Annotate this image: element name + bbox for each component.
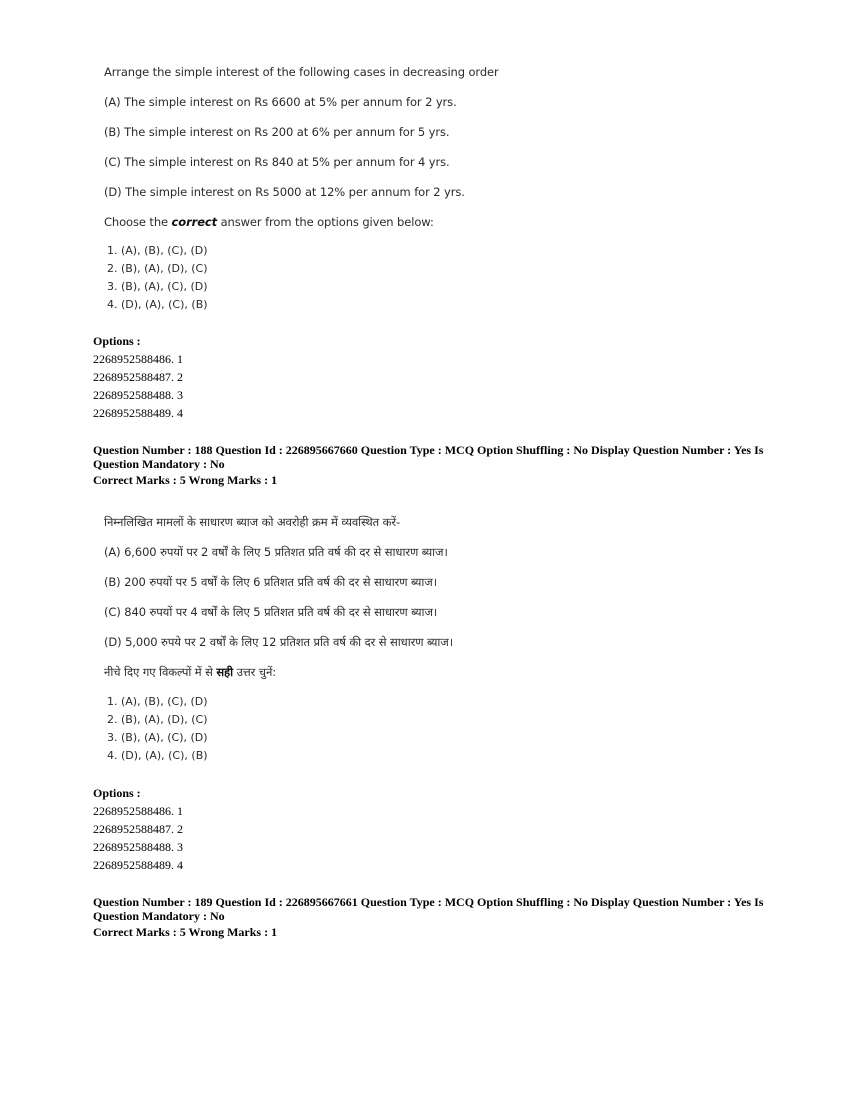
- option-id-3: 2268952588488. 3: [93, 388, 183, 402]
- options-label: Options :: [93, 334, 141, 348]
- instruction-pre: नीचे दिए गए विकल्पों में से: [104, 665, 217, 679]
- choice-1: 1. (A), (B), (C), (D): [107, 695, 208, 708]
- choice-3: 3. (B), (A), (C), (D): [107, 731, 208, 744]
- options-label: Options :: [93, 786, 141, 800]
- choice-4: 4. (D), (A), (C), (B): [107, 298, 208, 311]
- statement-a: (A) 6,600 रुपयों पर 2 वर्षों के लिए 5 प्रतिशत प्रति वर्ष की दर से साधारण ब्याज।: [104, 545, 448, 559]
- question-188-meta: Question Number : 188 Question Id : 226895667660 Question Type : MCQ Option Shuffling : No Display Question Number : Yes Is Question Mandatory : No: [93, 443, 764, 471]
- instruction-pre: Choose the: [104, 215, 172, 229]
- option-id-1: 2268952588486. 1: [93, 352, 183, 366]
- option-id-4: 2268952588489. 4: [93, 406, 183, 420]
- statement-b: (B) 200 रुपयों पर 5 वर्षों के लिए 6 प्रतिशत प्रति वर्ष की दर से साधारण ब्याज।: [104, 575, 437, 589]
- choice-2: 2. (B), (A), (D), (C): [107, 262, 208, 275]
- choice-1: 1. (A), (B), (C), (D): [107, 244, 208, 257]
- choice-2: 2. (B), (A), (D), (C): [107, 713, 208, 726]
- option-id-2: 2268952588487. 2: [93, 370, 183, 384]
- instruction: [104, 215, 434, 229]
- option-id-4: 2268952588489. 4: [93, 858, 183, 872]
- statement-c: (C) The simple interest on Rs 840 at 5% per annum for 4 yrs.: [104, 155, 450, 169]
- question-stem: Arrange the simple interest of the following cases in decreasing order: [104, 65, 499, 79]
- instruction-emphasis: correct: [171, 215, 218, 229]
- instruction-post: answer from the options given below:: [217, 215, 434, 229]
- choice-4: 4. (D), (A), (C), (B): [107, 749, 208, 762]
- instruction-post: उत्तर चुनें:: [233, 665, 277, 679]
- statement-d: (D) The simple interest on Rs 5000 at 12% per annum for 2 yrs.: [104, 185, 465, 199]
- question-189-meta: Question Number : 189 Question Id : 226895667661 Question Type : MCQ Option Shuffling : No Display Question Number : Yes Is Question Mandatory : No: [93, 895, 764, 923]
- instruction: [104, 665, 276, 680]
- question-188-marks: Correct Marks : 5 Wrong Marks : 1: [93, 473, 278, 487]
- option-id-2: 2268952588487. 2: [93, 822, 183, 836]
- question-189-marks: Correct Marks : 5 Wrong Marks : 1: [93, 925, 278, 939]
- statement-a: (A) The simple interest on Rs 6600 at 5% per annum for 2 yrs.: [104, 95, 457, 109]
- question-stem: निम्नलिखित मामलों के साधारण ब्याज को अवरोही क्रम में व्यवस्थित करें-: [104, 515, 401, 529]
- statement-d: (D) 5,000 रुपये पर 2 वर्षों के लिए 12 प्रतिशत प्रति वर्ष की दर से साधारण ब्याज।: [104, 635, 453, 649]
- option-id-3: 2268952588488. 3: [93, 840, 183, 854]
- instruction-emphasis: सही: [216, 665, 234, 679]
- choice-3: 3. (B), (A), (C), (D): [107, 280, 208, 293]
- statement-c: (C) 840 रुपयों पर 4 वर्षों के लिए 5 प्रतिशत प्रति वर्ष की दर से साधारण ब्याज।: [104, 605, 438, 619]
- option-id-1: 2268952588486. 1: [93, 804, 183, 818]
- statement-b: (B) The simple interest on Rs 200 at 6% per annum for 5 yrs.: [104, 125, 450, 139]
